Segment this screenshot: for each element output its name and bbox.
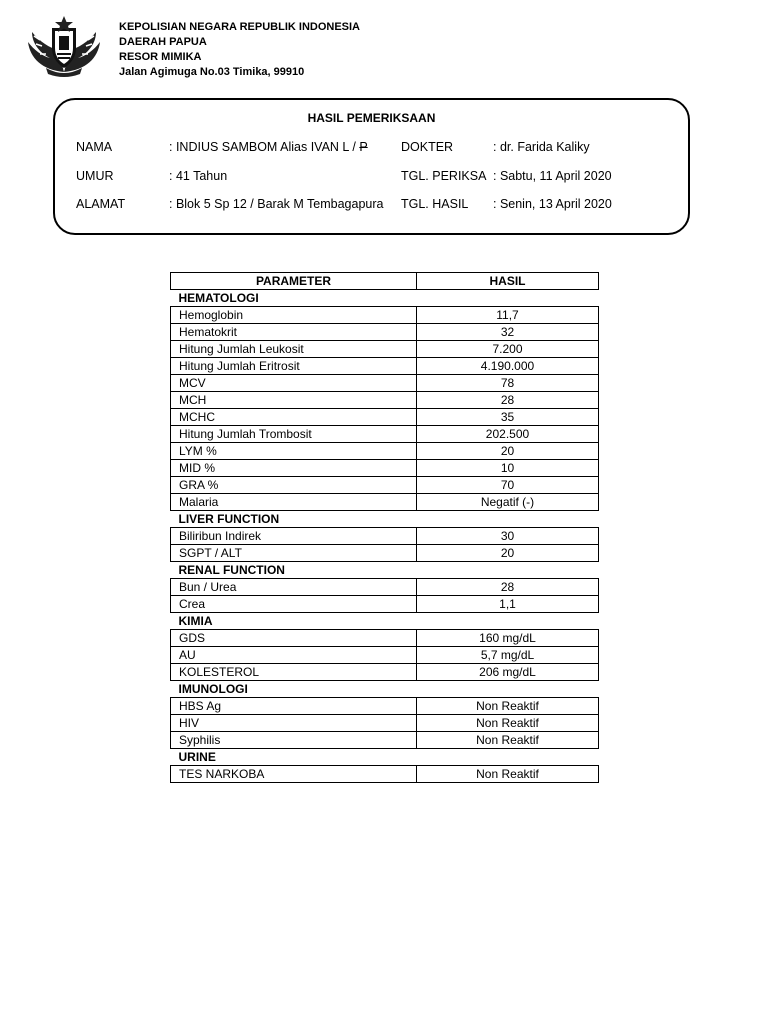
section-title: KIMIA (178, 613, 213, 628)
section-title: HEMATOLOGI (178, 290, 259, 305)
section-title: IMUNOLOGI (178, 681, 248, 696)
tgl-periksa-value: : Sabtu, 11 April 2020 (493, 169, 612, 183)
header-parameter: PARAMETER (171, 273, 417, 290)
table-row (171, 766, 599, 783)
result-cell: 11,7 (417, 307, 599, 324)
info-row-umur (55, 169, 688, 187)
table-row (171, 630, 599, 647)
result-cell: 30 (417, 528, 599, 545)
table-row (171, 494, 599, 511)
table-row (171, 477, 599, 494)
parameter-cell: Hitung Jumlah Leukosit (171, 341, 417, 358)
result-cell: Non Reaktif (417, 766, 599, 783)
parameter-cell: HBS Ag (171, 698, 417, 715)
parameter-cell: Hematokrit (171, 324, 417, 341)
section-row (171, 511, 599, 528)
table-row (171, 715, 599, 732)
umur-value: : 41 Tahun (169, 169, 228, 183)
result-cell: Non Reaktif (417, 698, 599, 715)
parameter-cell: TES NARKOBA (171, 766, 417, 783)
results-table (170, 272, 599, 783)
tgl-hasil-value: : Senin, 13 April 2020 (493, 197, 612, 211)
parameter-cell: Hitung Jumlah Eritrosit (171, 358, 417, 375)
nama-value (169, 140, 368, 154)
table-row (171, 409, 599, 426)
parameter-cell: LYM % (171, 443, 417, 460)
section-title: LIVER FUNCTION (178, 511, 280, 526)
table-row (171, 545, 599, 562)
section-row (171, 290, 599, 307)
org-region: DAERAH PAPUA (119, 36, 207, 48)
result-cell: Negatif (-) (417, 494, 599, 511)
header-hasil: HASIL (417, 273, 599, 290)
table-row (171, 647, 599, 664)
parameter-cell: GRA % (171, 477, 417, 494)
results-body (171, 290, 599, 783)
parameter-cell: HIV (171, 715, 417, 732)
result-cell: 20 (417, 545, 599, 562)
parameter-cell: MCHC (171, 409, 417, 426)
table-row (171, 307, 599, 324)
parameter-cell: Hitung Jumlah Trombosit (171, 426, 417, 443)
parameter-cell: SGPT / ALT (171, 545, 417, 562)
letterhead (24, 14, 744, 84)
section-row (171, 681, 599, 698)
nama-label: NAMA (76, 140, 113, 154)
results-header-row (171, 273, 599, 290)
parameter-cell: Syphilis (171, 732, 417, 749)
table-row (171, 460, 599, 477)
info-row-alamat (55, 197, 688, 215)
result-cell: 28 (417, 392, 599, 409)
section-title: RENAL FUNCTION (178, 562, 285, 577)
result-cell: 7.200 (417, 341, 599, 358)
parameter-cell: MID % (171, 460, 417, 477)
table-row (171, 358, 599, 375)
table-row (171, 341, 599, 358)
table-row (171, 698, 599, 715)
dokter-label: DOKTER (401, 140, 454, 154)
result-cell: 5,7 mg/dL (417, 647, 599, 664)
result-cell: Non Reaktif (417, 715, 599, 732)
result-cell: 10 (417, 460, 599, 477)
org-unit: RESOR MIMIKA (119, 51, 202, 63)
parameter-cell: Hemoglobin (171, 307, 417, 324)
table-row (171, 596, 599, 613)
alamat-value: : Blok 5 Sp 12 / Barak M Tembagapura (169, 197, 384, 211)
result-cell: 78 (417, 375, 599, 392)
parameter-cell: Malaria (171, 494, 417, 511)
table-row (171, 732, 599, 749)
parameter-cell: KOLESTEROL (171, 664, 417, 681)
result-cell: 160 mg/dL (417, 630, 599, 647)
parameter-cell: MCV (171, 375, 417, 392)
parameter-cell: Crea (171, 596, 417, 613)
section-row (171, 749, 599, 766)
result-cell: 28 (417, 579, 599, 596)
patient-info-box (53, 98, 690, 235)
tgl-periksa-label: TGL. PERIKSA (401, 169, 487, 183)
result-cell: 32 (417, 324, 599, 341)
parameter-cell: GDS (171, 630, 417, 647)
result-cell: 1,1 (417, 596, 599, 613)
dokter-value: : dr. Farida Kaliky (493, 140, 590, 154)
gender-struck: P (359, 140, 368, 154)
result-cell: 202.500 (417, 426, 599, 443)
info-row-nama (55, 140, 688, 158)
result-cell: 35 (417, 409, 599, 426)
table-row (171, 392, 599, 409)
table-row (171, 579, 599, 596)
parameter-cell: Bun / Urea (171, 579, 417, 596)
org-name: KEPOLISIAN NEGARA REPUBLIK INDONESIA (119, 21, 361, 33)
result-cell: 70 (417, 477, 599, 494)
table-row (171, 426, 599, 443)
org-address: Jalan Agimuga No.03 Timika, 99910 (119, 66, 305, 78)
result-cell: 206 mg/dL (417, 664, 599, 681)
nama-text: : INDIUS SAMBOM Alias IVAN L / (169, 140, 360, 154)
result-cell: 4.190.000 (417, 358, 599, 375)
organization-block (119, 20, 360, 80)
result-cell: Non Reaktif (417, 732, 599, 749)
tgl-hasil-label: TGL. HASIL (401, 197, 469, 211)
table-row (171, 664, 599, 681)
umur-label: UMUR (76, 169, 114, 183)
table-row (171, 375, 599, 392)
table-row (171, 443, 599, 460)
section-title: URINE (178, 749, 216, 764)
police-emblem-icon (24, 14, 104, 78)
document-title: HASIL PEMERIKSAAN (307, 111, 436, 125)
alamat-label: ALAMAT (76, 197, 126, 211)
table-row (171, 528, 599, 545)
section-row (171, 562, 599, 579)
section-row (171, 613, 599, 630)
parameter-cell: Biliribun Indirek (171, 528, 417, 545)
parameter-cell: AU (171, 647, 417, 664)
parameter-cell: MCH (171, 392, 417, 409)
table-row (171, 324, 599, 341)
result-cell: 20 (417, 443, 599, 460)
